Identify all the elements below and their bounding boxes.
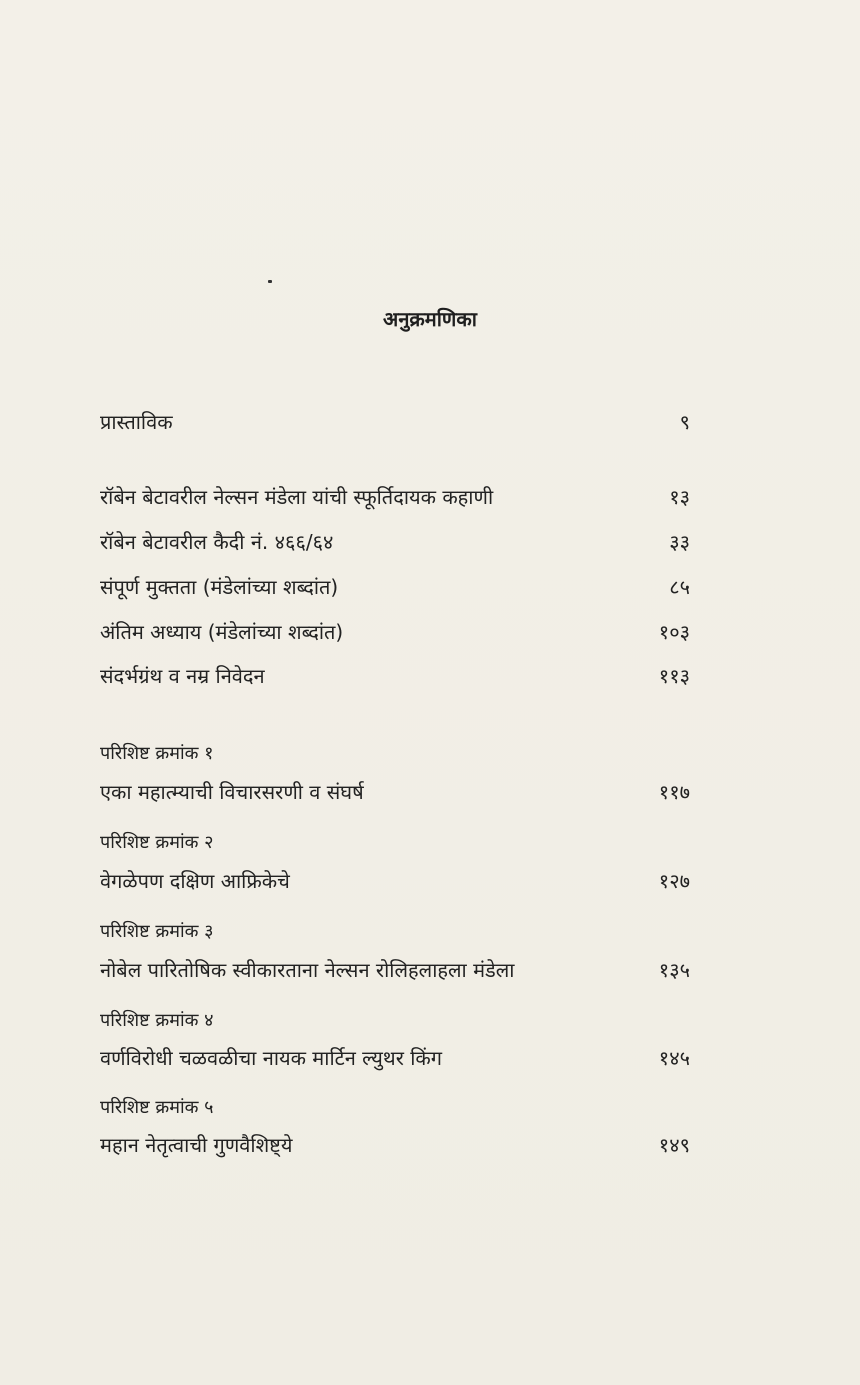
toc-entry-page: ११३ [658,664,690,688]
appendix-page: १२७ [658,869,690,893]
appendix-entry [100,1133,690,1157]
appendix-title: वर्णविरोधी चळवळीचा नायक मार्टिन ल्युथर किंग [100,1046,443,1070]
appendix-page: १३५ [658,958,690,982]
toc-entry-page: ८५ [669,575,690,599]
appendix-title: एका महात्म्याची विचारसरणी व संघर्ष [100,780,364,804]
appendix-entry [100,958,690,982]
toc-entry-title: संपूर्ण मुक्तता (मंडेलांच्या शब्दांत) [100,575,339,599]
ink-speck [268,280,272,283]
toc-entry-page: १०३ [658,620,690,644]
appendix-entry [100,780,690,804]
appendix-label: परिशिष्ट क्रमांक ४ [100,1010,214,1031]
toc-entry [100,664,690,688]
appendix-label: परिशिष्ट क्रमांक २ [100,832,214,853]
toc-entry-title: संदर्भग्रंथ व नम्र निवेदन [100,664,265,688]
toc-entry [100,575,690,599]
appendix-title: नोबेल पारितोषिक स्वीकारताना नेल्सन रोलिहलाहला मंडेला [100,958,515,982]
appendix-label: परिशिष्ट क्रमांक ३ [100,921,214,942]
appendix-entry [100,1046,690,1070]
toc-entry [100,410,690,434]
appendix-title: वेगळेपण दक्षिण आफ्रिकेचे [100,869,290,893]
toc-entry-page: ३३ [669,530,690,554]
toc-entry-title: रॉबेन बेटावरील नेल्सन मंडेला यांची स्फूर्तिदायक कहाणी [100,485,494,509]
page-title: अनुक्रमणिका [383,307,477,331]
appendix-page: १४९ [658,1133,690,1157]
appendix-page: ११७ [658,780,690,804]
toc-entry-title: अंतिम अध्याय (मंडेलांच्या शब्दांत) [100,620,344,644]
toc-entry-title: प्रास्ताविक [100,410,173,434]
appendix-title: महान नेतृत्वाची गुणवैशिष्ट्ये [100,1133,293,1157]
toc-entry-page: १३ [669,485,690,509]
appendix-entry [100,869,690,893]
toc-entry-page: ९ [679,410,690,434]
toc-entry [100,530,690,554]
toc-entry-title: रॉबेन बेटावरील कैदी नं. ४६६/६४ [100,530,334,554]
appendix-page: १४५ [658,1046,690,1070]
appendix-label: परिशिष्ट क्रमांक ५ [100,1097,214,1118]
appendix-label: परिशिष्ट क्रमांक १ [100,743,214,764]
toc-entry [100,485,690,509]
toc-entry [100,620,690,644]
